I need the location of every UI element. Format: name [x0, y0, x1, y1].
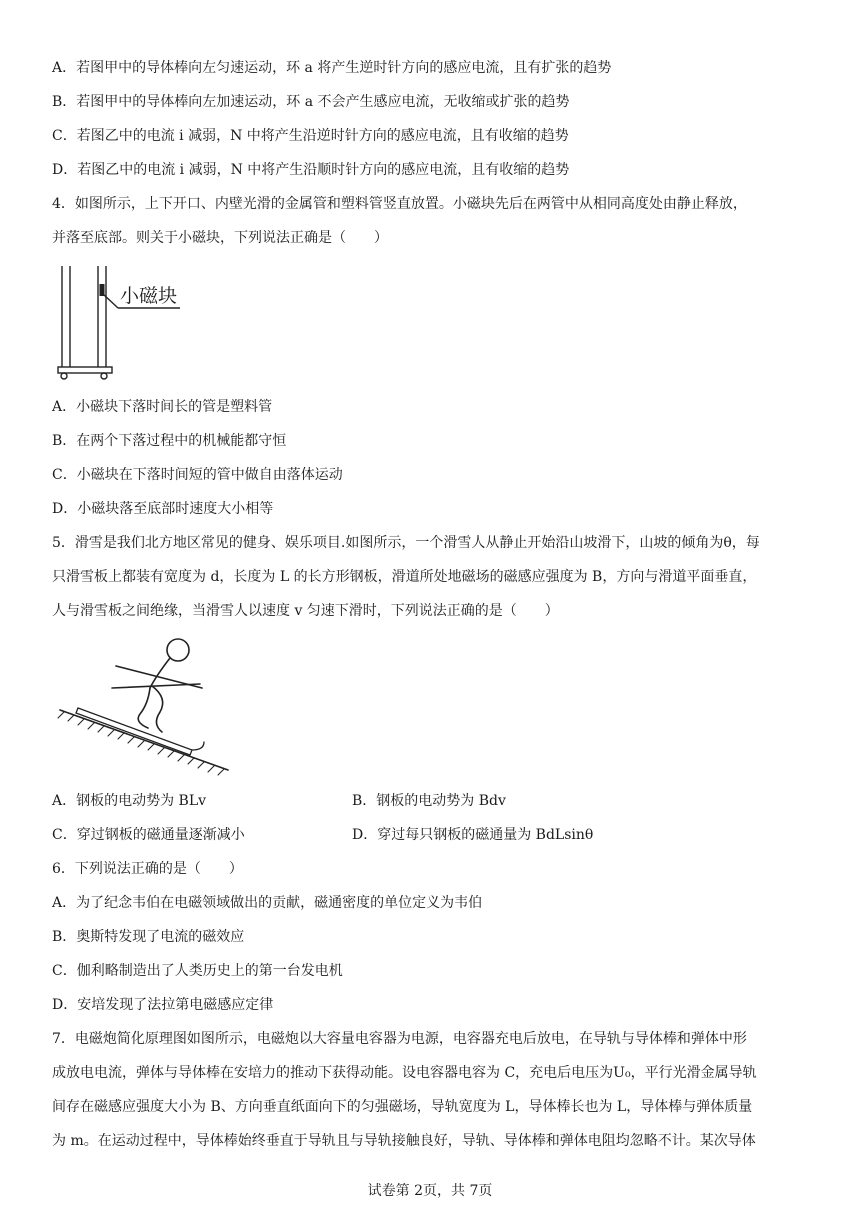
q5-option-a: A．钢板的电动势为 BLv	[52, 793, 207, 809]
q4-option-c: C．小磁块在下落时间短的管中做自由落体运动	[52, 467, 343, 483]
q5-skier-figure	[52, 628, 242, 778]
q3-option-b: B．若图甲中的导体棒向左加速运动，环 a 不会产生感应电流，无收缩或扩张的趋势	[52, 94, 570, 110]
q3-option-c: C．若图乙中的电流 i 减弱，N 中将产生沿逆时针方向的感应电流，且有收缩的趋势	[52, 128, 569, 144]
q4-option-a: A．小磁块下落时间长的管是塑料管	[52, 399, 273, 415]
page-footer: 试卷第 2页，共 7页	[367, 1183, 493, 1199]
q4-stem-line2: 并落至底部。则关于小磁块，下列说法正确是（ ）	[52, 230, 388, 246]
q5-option-c: C．穿过钢板的磁通量逐渐减小	[52, 827, 245, 843]
q5-option-d: D．穿过每只钢板的磁通量为 BdLsinθ	[352, 827, 594, 843]
q3-option-a: A．若图甲中的导体棒向左匀速运动，环 a 将产生逆时针方向的感应电流，且有扩张的趋势	[52, 60, 612, 76]
q6-option-d: D．安培发现了法拉第电磁感应定律	[52, 997, 274, 1013]
q4-figure-label: 小磁块	[120, 285, 178, 307]
q5-option-b: B．钢板的电动势为 Bdv	[352, 793, 506, 809]
q5-stem-line1: 5．滑雪是我们北方地区常见的健身、娱乐项目.如图所示，一个滑雪人从静止开始沿山坡滑下，山坡的倾角为θ，每	[52, 535, 760, 551]
q5-stem-line3: 人与滑雪板之间绝缘，当滑雪人以速度 v 匀速下滑时，下列说法正确的是（ ）	[52, 603, 559, 619]
q6-option-b: B．奥斯特发现了电流的磁效应	[52, 929, 245, 945]
q7-line3: 间存在磁感应强度大小为 B、方向垂直纸面向下的匀强磁场，导轨宽度为 L，导体棒长也为 L，导体棒与弹体质量	[52, 1099, 753, 1115]
q7-line1: 7．电磁炮简化原理图如图所示，电磁炮以大容量电容器为电源，电容器充电后放电，在导轨与导体棒和弹体中形	[52, 1031, 747, 1047]
q6-option-c: C．伽利略制造出了人类历史上的第一台发电机	[52, 963, 343, 979]
q5-stem-line2: 只滑雪板上都装有宽度为 d，长度为 L 的长方形钢板，滑道所处地磁场的磁感应强度为 B，方向与滑道平面垂直，	[52, 569, 757, 585]
q6-option-a: A．为了纪念韦伯在电磁领域做出的贡献，磁通密度的单位定义为韦伯	[52, 895, 483, 911]
q4-option-d: D．小磁块落至底部时速度大小相等	[52, 501, 274, 517]
q3-option-d: D．若图乙中的电流 i 减弱，N 中将产生沿顺时针方向的感应电流，且有收缩的趋势	[52, 162, 570, 178]
q7-line4: 为 m。在运动过程中，导体棒始终垂直于导轨且与导轨接触良好，导轨、导体棒和弹体电阻均忽略不计。某次导体	[52, 1133, 756, 1149]
q4-tubes-figure	[52, 262, 192, 382]
q7-line2: 成放电电流，弹体与导体棒在安培力的推动下获得动能。设电容器电容为 C，充电后电压为U₀，平行光滑金属导轨	[52, 1065, 757, 1081]
q6-stem: 6．下列说法正确的是（ ）	[52, 861, 243, 877]
q4-option-b: B．在两个下落过程中的机械能都守恒	[52, 433, 287, 449]
q4-stem-line1: 4．如图所示，上下开口、内壁光滑的金属管和塑料管竖直放置。小磁块先后在两管中从相同高度处由静止释放，	[52, 196, 747, 212]
small-magnet-shape	[100, 284, 105, 296]
